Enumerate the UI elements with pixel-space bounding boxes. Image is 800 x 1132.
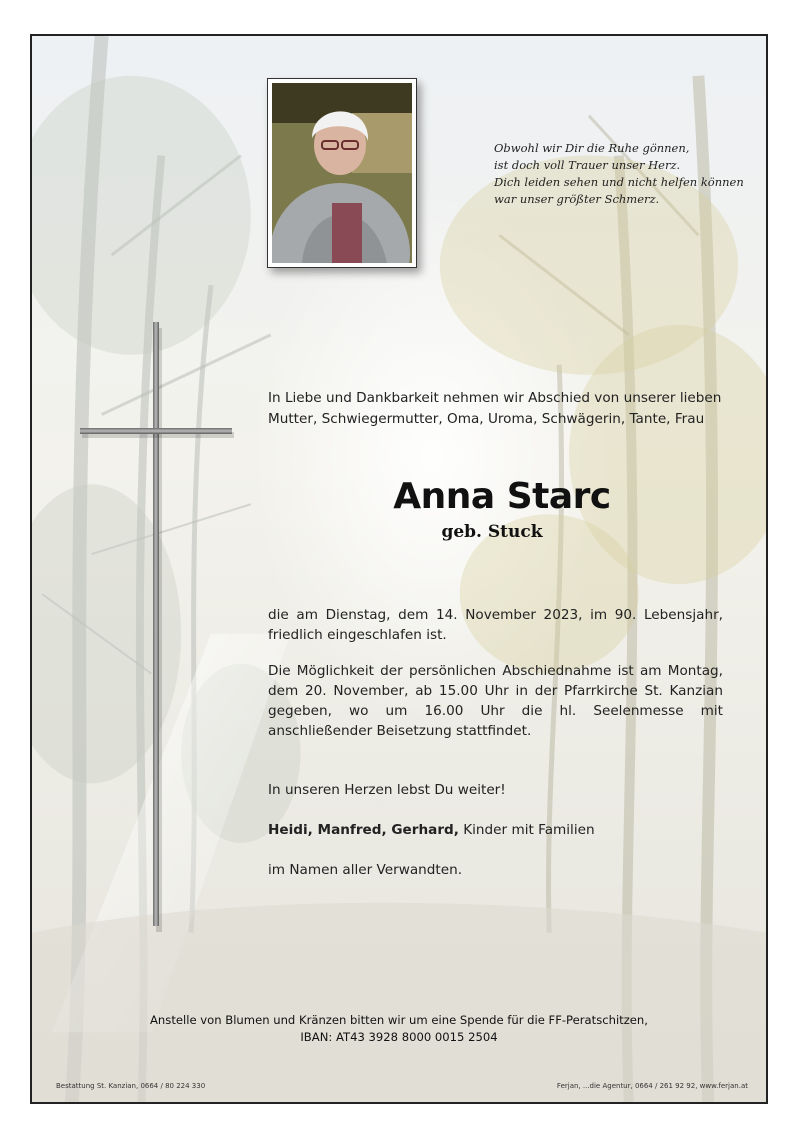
donation-request (32, 1012, 766, 1046)
cross-icon (80, 322, 240, 932)
maiden-name: geb. Stuck (441, 522, 543, 542)
poem-line: war unser größter Schmerz. (494, 192, 660, 206)
intro-line: In Liebe und Dankbarkeit nehmen wir Abschied von unserer lieben (268, 390, 722, 406)
portrait-photo (272, 83, 412, 263)
poem-line: Obwohl wir Dir die Ruhe gönnen, (494, 141, 690, 155)
footer-agency: Ferjan, ...die Agentur, 0664 / 261 92 92, www.ferjan.at (556, 1082, 748, 1090)
poem-line: Dich leiden sehen und nicht helfen können (494, 175, 744, 189)
footer-funeral-home: Bestattung St. Kanzian, 0664 / 80 224 330 (56, 1082, 206, 1090)
mourners-relation: Kinder mit Familien (458, 822, 595, 838)
farewell-info-paragraph: Die Möglichkeit der persönlichen Abschiednahme ist am Montag, dem 20. November, ab 15.00 Uhr in der Pfarrkirche St. Kanzian gegeben, wo um 16.00 Uhr die hl. Seelenmesse mit anschließender Beisetzung stattfindet. (268, 663, 723, 739)
poem-line: ist doch voll Trauer unser Herz. (494, 158, 681, 172)
obituary-card (30, 34, 768, 1104)
intro-text (268, 388, 728, 430)
mourners-names: Heidi, Manfred, Gerhard, (268, 822, 459, 838)
death-notice-paragraph: die am Dienstag, dem 14. November 2023, im 90. Lebensjahr, friedlich eingeschlafen ist. (268, 607, 723, 643)
portrait-photo-frame (267, 78, 417, 268)
deceased-name: Anna Starc (393, 476, 611, 517)
mourners-line (268, 820, 595, 840)
memorial-poem (494, 140, 744, 208)
donation-line: Anstelle von Blumen und Kränzen bitten wir um eine Spende für die FF-Peratschitzen, (150, 1013, 648, 1027)
intro-line: Mutter, Schwiegermutter, Oma, Uroma, Schwägerin, Tante, Frau (268, 411, 705, 427)
closing-line: In unseren Herzen lebst Du weiter! (268, 782, 506, 798)
iban-line: IBAN: AT43 3928 8000 0015 2504 (300, 1030, 498, 1044)
signoff-line: im Namen aller Verwandten. (268, 862, 463, 878)
portrait-image (272, 83, 412, 263)
